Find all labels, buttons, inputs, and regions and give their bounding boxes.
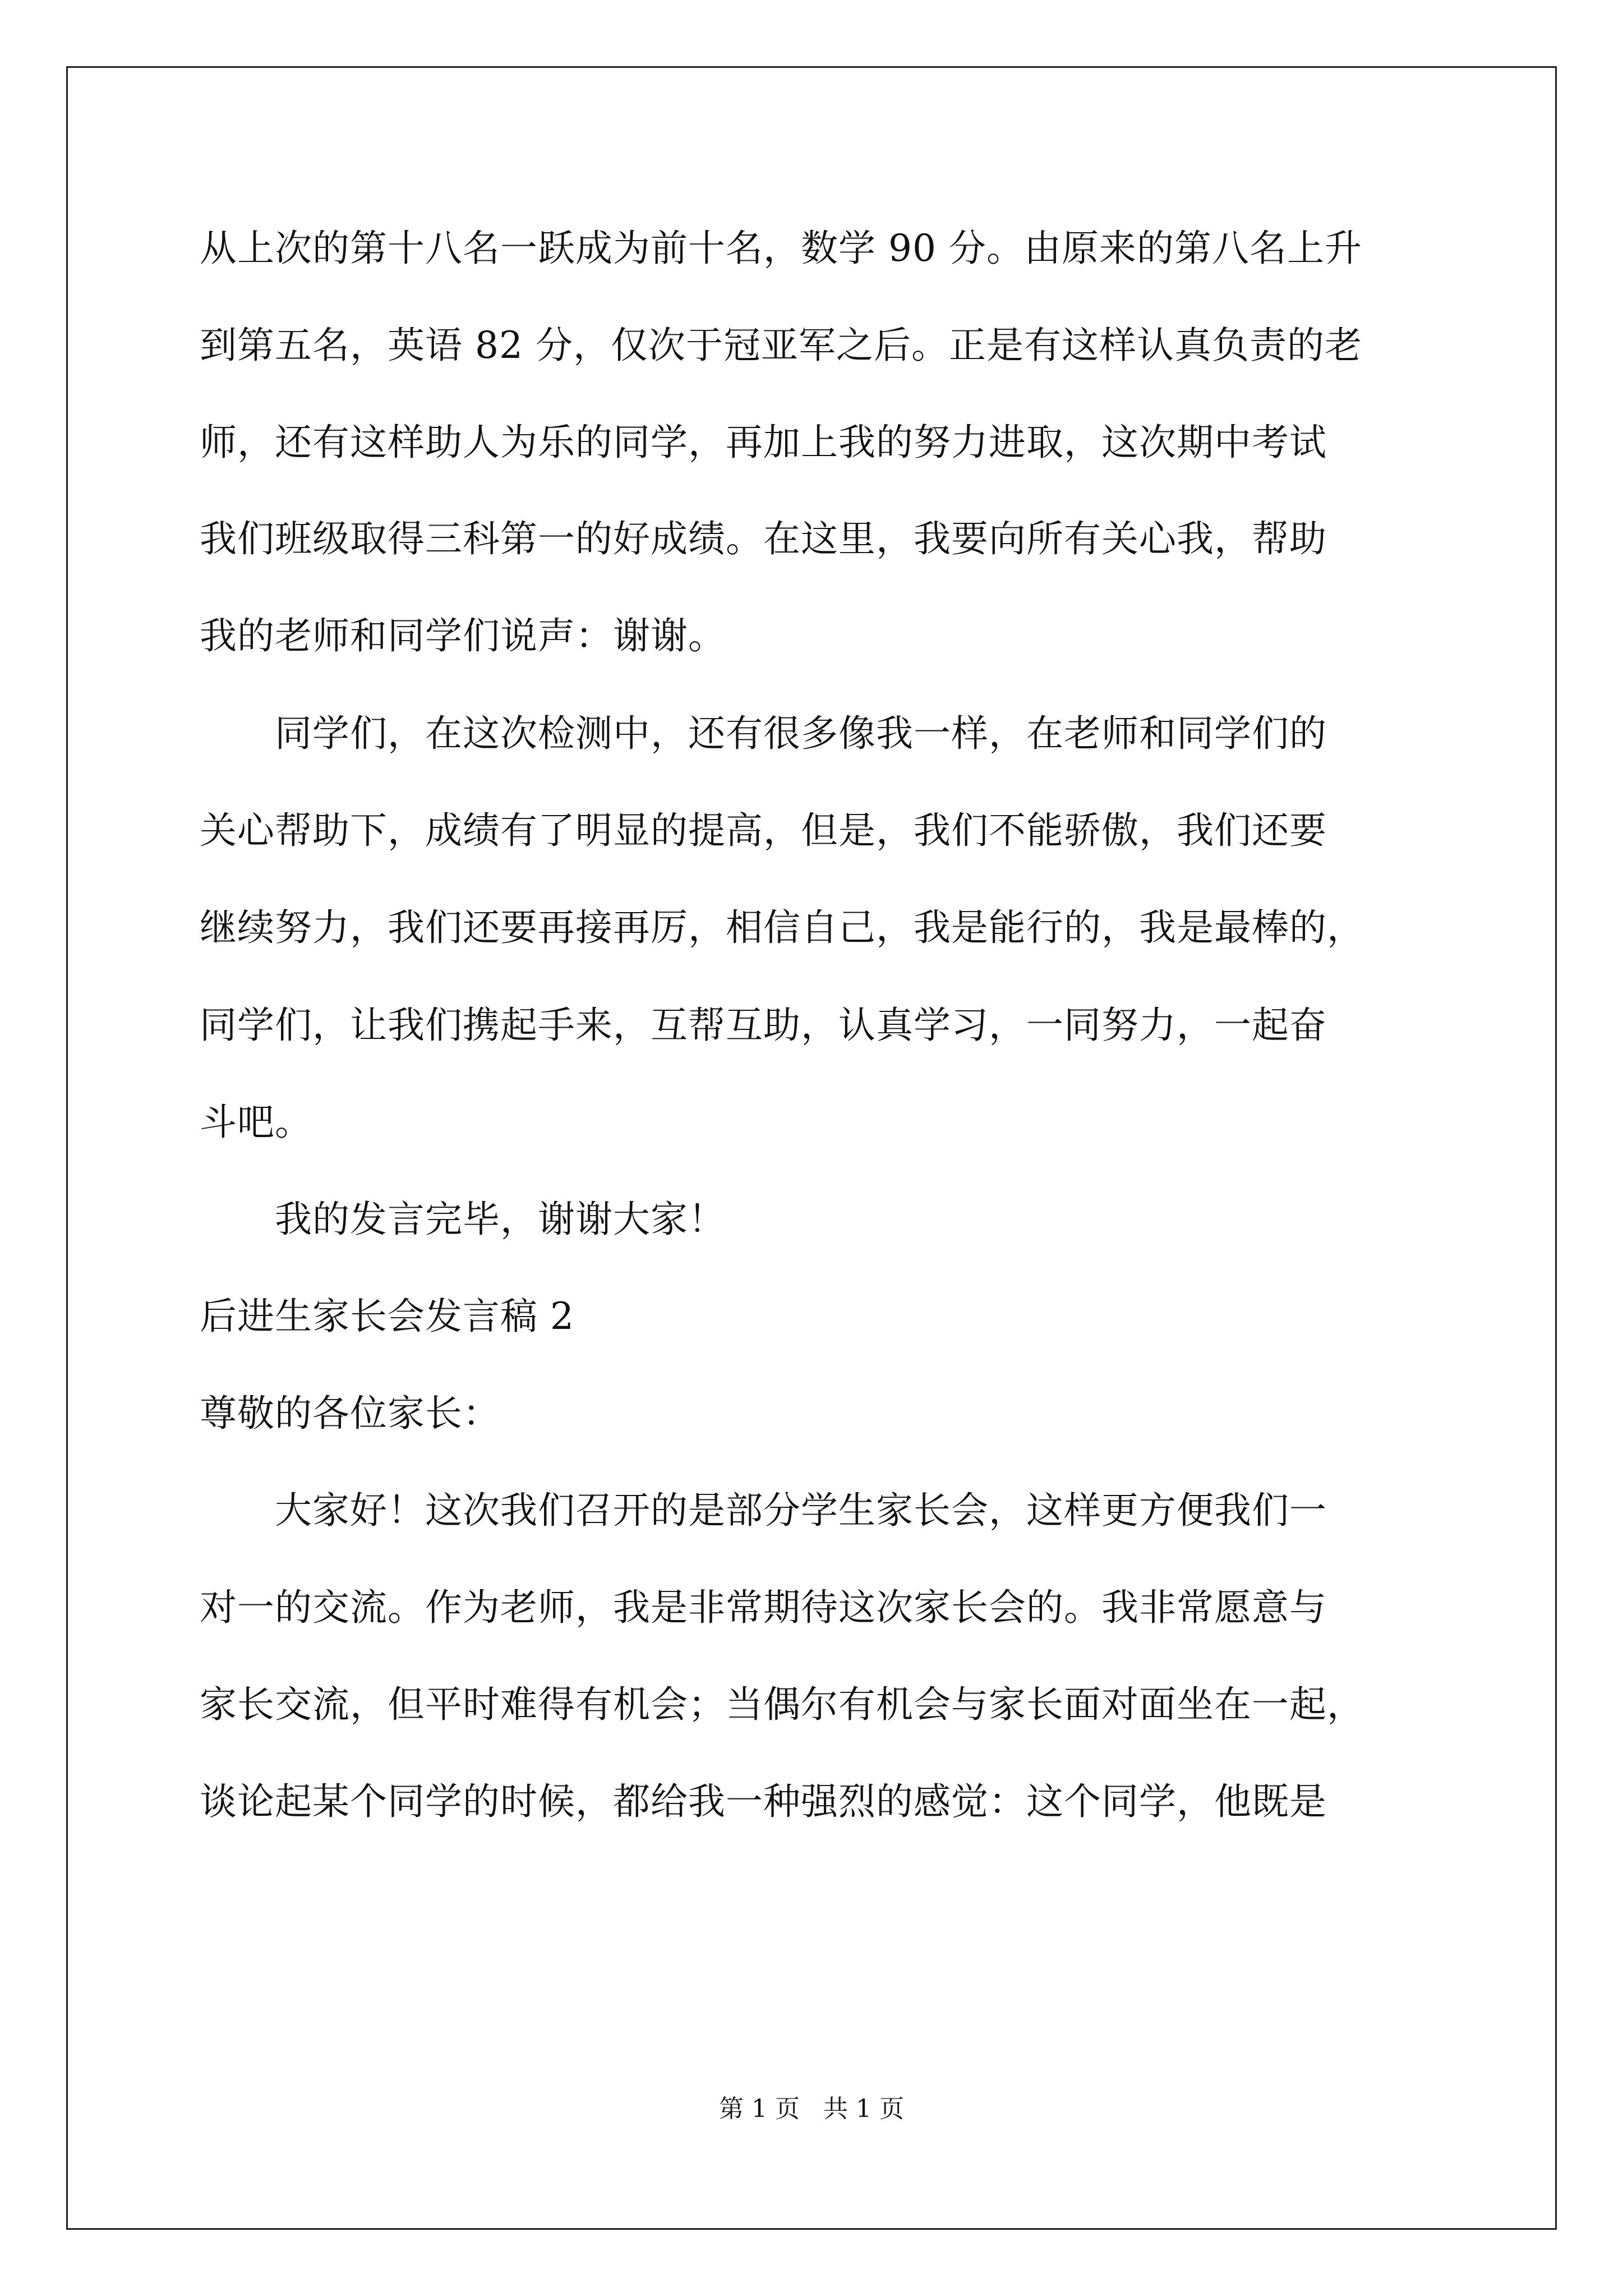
text-line-17: 谈论起某个同学的时候，都给我一种强烈的感觉：这个同学，他既是 [200, 1780, 1327, 1823]
text-line-16: 家长交流，但平时难得有机会；当偶尔有机会与家长面对面坐在一起， [200, 1683, 1364, 1726]
salutation: 尊敬的各位家长： [200, 1392, 500, 1435]
text-line-14: 大家好！这次我们召开的是部分学生家长会，这样更方便我们一 [200, 1489, 1327, 1532]
page-footer: 第 1 页 共 1 页 [719, 2095, 904, 2123]
text-line-7: 关心帮助下，成绩有了明显的提高，但是，我们不能骄傲，我们还要 [200, 809, 1327, 852]
text-line-8: 继续努力，我们还要再接再厉，相信自己，我是能行的，我是最棒的， [200, 906, 1364, 949]
page-border [66, 66, 1557, 2230]
text-line-10: 斗吧。 [200, 1101, 312, 1144]
text-line-5: 我的老师和同学们说声：谢谢。 [200, 614, 726, 657]
text-line-6: 同学们，在这次检测中，还有很多像我一样，在老师和同学们的 [200, 712, 1327, 755]
text-line-4: 我们班级取得三科第一的好成绩。在这里，我要向所有关心我，帮助 [200, 517, 1327, 560]
text-line-11: 我的发言完毕，谢谢大家！ [200, 1198, 726, 1241]
text-line-9: 同学们，让我们携起手来，互帮互助，认真学习，一同努力，一起奋 [200, 1004, 1327, 1047]
text-line-2: 到第五名，英语 82 分，仅次于冠亚军之后。正是有这样认真负责的老 [200, 324, 1362, 367]
text-line-3: 师，还有这样助人为乐的同学，再加上我的努力进取，这次期中考试 [200, 421, 1327, 464]
text-line-15: 对一的交流。作为老师，我是非常期待这次家长会的。我非常愿意与 [200, 1586, 1327, 1629]
section-heading: 后进生家长会发言稿 2 [200, 1295, 574, 1338]
text-line-1: 从上次的第十八名一跃成为前十名，数学 90 分。由原来的第八名上升 [200, 227, 1362, 270]
